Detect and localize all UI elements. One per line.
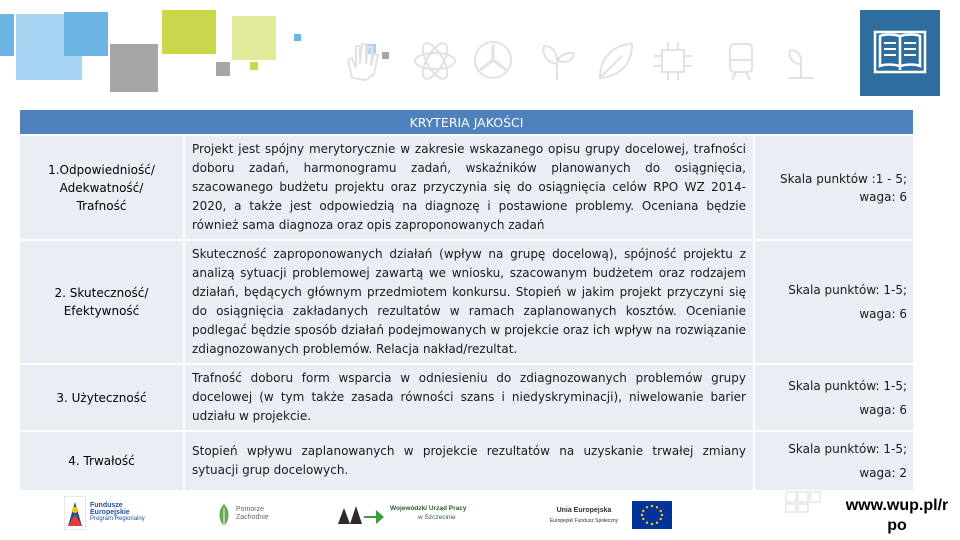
eu-flag-icon	[632, 501, 672, 529]
ue-line: Unia Europejska	[556, 507, 612, 514]
decor-square-tiny-blue	[294, 34, 301, 41]
table-row-3	[20, 365, 913, 430]
score-weight: waga: 6	[859, 307, 907, 321]
url-line: po	[887, 517, 907, 534]
criterion-name	[20, 136, 185, 239]
plant-icon	[534, 38, 580, 84]
table-row-4	[20, 432, 913, 490]
criterion-description: Trafność doboru form wsparcia w odniesieniu do zdiagnozowanych problemów grupy docelowej (w tym także zasada równości szans i niedyskryminacji), niwelowanie barier udziału w projekcie.	[185, 365, 755, 430]
ue-line: Europejski Fundusz Społeczny	[549, 518, 619, 524]
criterion-line: Adekwatność/	[59, 180, 144, 195]
sprout-icon	[778, 38, 824, 84]
wup-line: w Szczecinie	[418, 514, 456, 521]
book-icon	[873, 30, 927, 76]
score-weight: waga: 6	[859, 189, 907, 204]
criterion-scoring	[755, 432, 913, 490]
criterion-line: Trafność	[76, 198, 127, 213]
criterion-scoring	[755, 241, 913, 363]
decor-square-gray	[110, 44, 158, 92]
criterion-line: 4. Trwałość	[68, 454, 135, 468]
criterion-name	[20, 432, 185, 490]
criterion-line: Efektywność	[63, 304, 140, 318]
pomorze-leaf-icon	[216, 502, 232, 528]
score-weight: waga: 2	[859, 466, 907, 480]
train-icon	[718, 38, 764, 84]
criterion-line: 2. Skuteczność/	[54, 286, 149, 300]
url-line: www.wup.pl/r	[845, 497, 949, 514]
fe-line: Fundusze	[90, 502, 123, 509]
decor-square-small-green	[250, 62, 258, 70]
quality-criteria-table	[20, 108, 913, 492]
criterion-name	[20, 365, 185, 430]
criterion-description: Skuteczność zaproponowanych działań (wpływ na grupę docelową), spójność projektu z analizą sytuacji problemowej zawartą we wniosku, szacowanym budżetem oraz rodzajem działań, będących głównym przedmiotem konkursu. Stopień w jakim projekt przyczyni się do osiągnięcia zakładanych rezultatów w ramach zaplanowanych kosztów. Ocenianie podlegać będzie sposób działań podejmowanych w projekcie oraz ich wpływ na rozwiązanie zdiagnozowanych problemów. Relacja nakład/rezultat.	[185, 241, 755, 363]
wup-line: Wojewódzki Urząd Pracy	[390, 505, 467, 512]
fe-line: Program Regionalny	[90, 516, 145, 522]
logo-wup-szczecin	[336, 500, 484, 530]
table-row-1	[20, 136, 913, 239]
decor-square-green-light	[232, 16, 276, 60]
criterion-scoring	[755, 365, 913, 430]
wind-turbine-icon	[470, 38, 516, 84]
wup-emblem-icon	[336, 502, 386, 528]
criterion-description: Stopień wpływu zaplanowanych w projekcie rezultatów na uzyskanie trwałej zmiany sytuacji grup docelowych.	[185, 432, 755, 490]
leaf-icon	[592, 38, 638, 84]
fe-line: Europejskie	[90, 509, 130, 516]
criterion-scoring	[755, 136, 913, 239]
hand-icon	[338, 38, 384, 84]
website-url[interactable]	[834, 496, 960, 536]
decor-square-blue-1	[0, 14, 14, 56]
score-weight: waga: 6	[859, 402, 907, 417]
fe-star-icon	[64, 496, 86, 530]
logo-pomorze-zachodnie	[216, 500, 286, 530]
pomorze-line: Zachodnie	[236, 514, 269, 521]
criterion-name	[20, 241, 185, 363]
table-row-2	[20, 241, 913, 363]
pomorze-line: Pomorze	[236, 506, 265, 513]
atom-icon	[412, 38, 458, 84]
score-scale: Skala punktów :1 - 5;	[780, 171, 907, 186]
chip-icon	[650, 38, 696, 84]
score-scale: Skala punktów: 1-5;	[788, 283, 907, 297]
criterion-line: 1.Odpowiedniość/	[48, 162, 155, 177]
book-icon-box	[860, 10, 940, 96]
logo-unia-europejska	[536, 498, 676, 532]
score-scale: Skala punktów: 1-5;	[788, 378, 907, 393]
decor-square-blue-3	[64, 12, 108, 56]
decor-square-green	[162, 10, 216, 54]
criterion-description: Projekt jest spójny merytorycznie w zakresie wskazanego opisu grupy docelowej, trafności doboru zadań, harmonogramu zadań, wskaźników planowanych do osiągnięcia, szacowanego budżetu projektu oraz przyczynia się do osiągnięcia celów RPO WZ 2014-2020, a także jest odpowiedzią na diagnozę i postawione problemy. Oceniana będzie również sama diagnoza oraz opis zaproponowanych zadań	[185, 136, 755, 239]
score-scale: Skala punktów: 1-5;	[788, 442, 907, 456]
decor-square-small-gray	[216, 62, 230, 76]
criterion-line: 3. Użyteczność	[56, 390, 147, 405]
table-header: KRYTERIA JAKOŚCI	[20, 110, 913, 134]
logo-fundusze-europejskie	[64, 494, 174, 532]
